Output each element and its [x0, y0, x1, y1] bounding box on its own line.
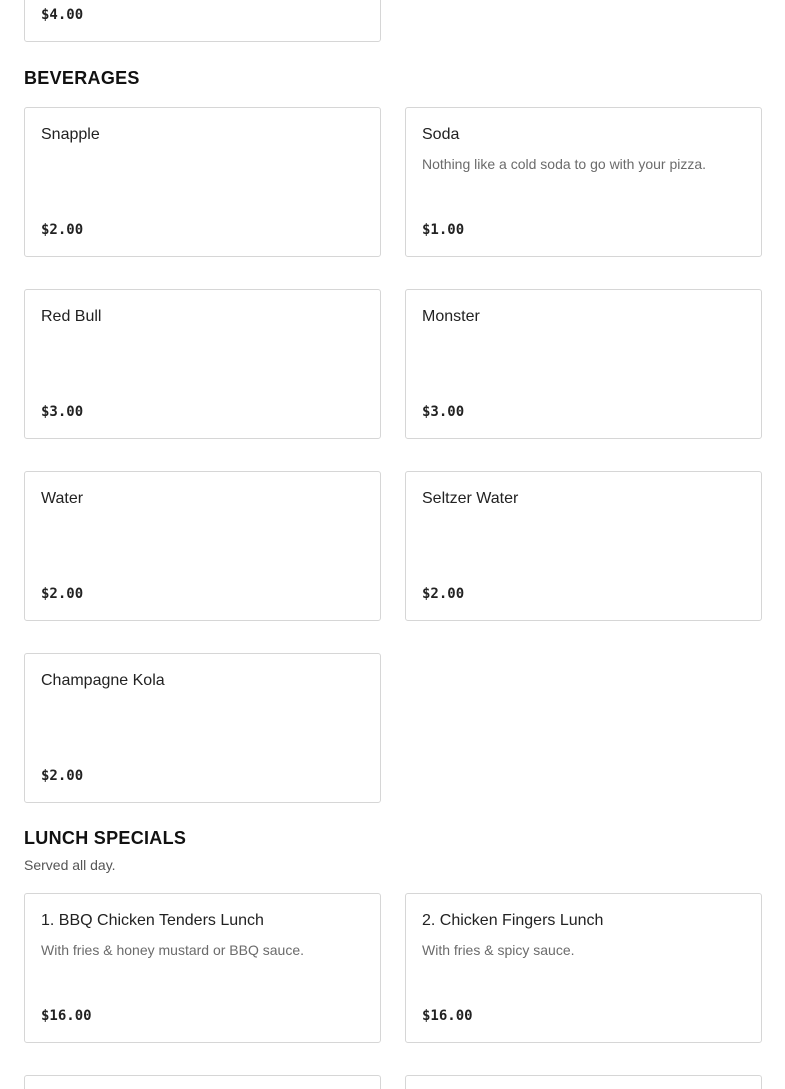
- menu-item-card[interactable]: [405, 289, 762, 439]
- item-name: Seltzer Water: [422, 490, 519, 507]
- item-price: $16.00: [41, 1008, 92, 1024]
- item-price: $16.00: [422, 1008, 473, 1024]
- item-name: Snapple: [41, 126, 100, 143]
- item-name: Monster: [422, 308, 480, 325]
- menu-item-card[interactable]: [24, 289, 381, 439]
- item-price: $2.00: [41, 768, 84, 784]
- menu-item-card[interactable]: [405, 893, 762, 1043]
- item-name: Water: [41, 490, 84, 507]
- menu-item-card[interactable]: [24, 893, 381, 1043]
- menu-item-card[interactable]: [405, 107, 762, 257]
- item-description: Nothing like a cold soda to go with your pizza.: [422, 156, 707, 172]
- menu-item-card[interactable]: [24, 653, 381, 803]
- menu-item-card-previous[interactable]: [24, 0, 381, 42]
- item-price: $2.00: [41, 222, 84, 238]
- item-name: Soda: [422, 126, 460, 143]
- menu-item-card-next[interactable]: [24, 1075, 381, 1089]
- menu-item-card[interactable]: [24, 471, 381, 621]
- item-name: Champagne Kola: [41, 672, 165, 689]
- item-price: $3.00: [41, 404, 84, 420]
- item-price: $2.00: [41, 586, 84, 602]
- item-name: 2. Chicken Fingers Lunch: [422, 912, 604, 929]
- item-price: $1.00: [422, 222, 465, 238]
- menu-item-card-next[interactable]: [405, 1075, 762, 1089]
- section-title-beverages: BEVERAGES: [24, 68, 140, 88]
- item-description: With fries & honey mustard or BBQ sauce.: [41, 942, 304, 958]
- item-name: Red Bull: [41, 308, 102, 325]
- item-price: $3.00: [422, 404, 465, 420]
- item-price: $2.00: [422, 586, 465, 602]
- item-price: $4.00: [41, 7, 84, 23]
- section-title-lunch-specials: LUNCH SPECIALS: [24, 828, 187, 848]
- item-description: With fries & spicy sauce.: [422, 942, 575, 958]
- menu-item-card[interactable]: [24, 107, 381, 257]
- section-subtitle: Served all day.: [24, 857, 116, 873]
- menu-item-card[interactable]: [405, 471, 762, 621]
- item-name: 1. BBQ Chicken Tenders Lunch: [41, 912, 264, 929]
